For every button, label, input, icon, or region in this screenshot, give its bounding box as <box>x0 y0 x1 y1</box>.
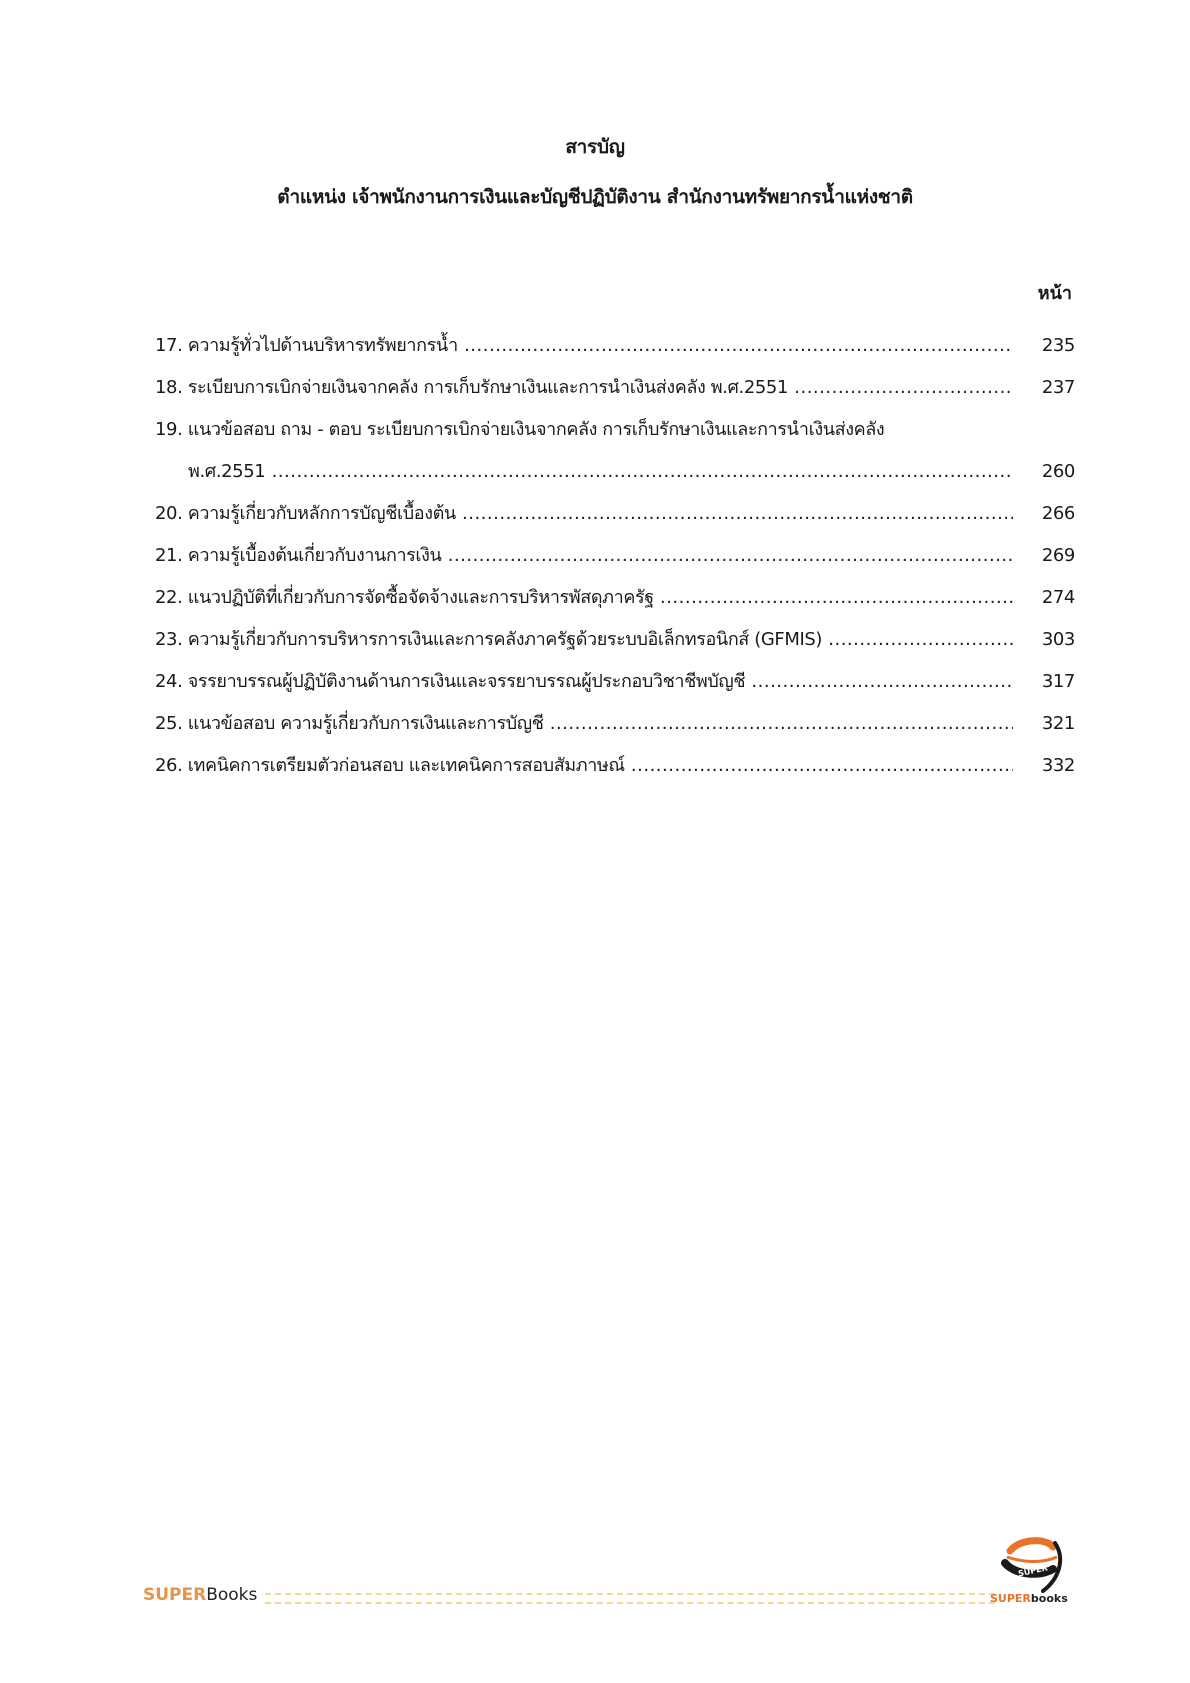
toc-entry-title: 21. ความรู้เบื้องต้นเกี่ยวกับงานการเงิน ..... <box>155 535 1013 577</box>
toc-entry[interactable] <box>155 535 1075 577</box>
svg-text:SUPER: SUPER <box>1017 1563 1049 1579</box>
toc-entry-title: 17. ความรู้ทั่วไปด้านบริหารทรัพยากรน้ำ ..... <box>155 325 1013 367</box>
toc-entry-page: 303 <box>1041 629 1075 650</box>
toc-entry[interactable] <box>155 619 1075 661</box>
toc-entry-page: 321 <box>1041 713 1075 734</box>
page-title: สารบัญ <box>565 136 625 158</box>
toc-entry-page: 237 <box>1041 377 1075 398</box>
toc-entry-title: 20. ความรู้เกี่ยวกับหลักการบัญชีเบื้องต้น ..... <box>155 493 1013 535</box>
toc-entry-page: 332 <box>1041 755 1075 776</box>
toc-entry-title-continuation: พ.ศ.2551 ..... <box>188 451 1013 493</box>
toc-entry[interactable] <box>155 703 1075 745</box>
logo-wordmark: SUPERbooks <box>990 1592 1068 1605</box>
toc-entry-title: 24. จรรยาบรรณผู้ปฏิบัติงานด้านการเงินและจรรยาบรรณผู้ประกอบวิชาชีพบัญชี ..... <box>155 661 1013 703</box>
toc-entry-title: 25. แนวข้อสอบ ความรู้เกี่ยวกับการเงินและการบัญชี ..... <box>155 703 1013 745</box>
toc-entry[interactable] <box>155 325 1075 367</box>
toc-entry-title: 19. แนวข้อสอบ ถาม - ตอบ ระเบียบการเบิกจ่ายเงินจากคลัง การเก็บรักษาเงินและการนำเงินส่งคลัง <box>155 419 885 440</box>
page-column-label: หน้า <box>1037 283 1072 304</box>
toc-entry[interactable] <box>155 661 1075 703</box>
toc-entry-page: 260 <box>1041 461 1075 482</box>
toc-entry[interactable] <box>155 367 1075 409</box>
toc-entry-page: 317 <box>1041 671 1075 692</box>
toc-entry-page: 274 <box>1041 587 1075 608</box>
toc-entry-title: 23. ความรู้เกี่ยวกับการบริหารการเงินและการคลังภาครัฐด้วยระบบอิเล็กทรอนิกส์ (GFMIS) ..... <box>155 619 1013 661</box>
footer-brand-books: Books <box>206 1585 258 1605</box>
toc-entry[interactable] <box>155 493 1075 535</box>
page-subtitle: ตำแหน่ง เจ้าพนักงานการเงินและบัญชีปฏิบัติงาน สำนักงานทรัพยากรน้ำแห่งชาติ <box>277 186 913 208</box>
toc-entry-page: 269 <box>1041 545 1075 566</box>
toc-entry-page: 266 <box>1041 503 1075 524</box>
footer-divider <box>265 1593 995 1604</box>
toc-entry[interactable] <box>155 577 1075 619</box>
toc-entry-continuation[interactable] <box>155 451 1075 493</box>
table-of-contents <box>155 325 1075 787</box>
toc-entry[interactable] <box>155 745 1075 787</box>
toc-entry-page: 235 <box>1041 335 1075 356</box>
toc-entry-title: 18. ระเบียบการเบิกจ่ายเงินจากคลัง การเก็บรักษาเงินและการนำเงินส่งคลัง พ.ศ.2551 ..... <box>155 367 1013 409</box>
footer-brand-super: SUPER <box>143 1585 207 1605</box>
toc-entry-title: 26. เทคนิคการเตรียมตัวก่อนสอบ และเทคนิคการสอบสัมภาษณ์ ..... <box>155 745 1013 787</box>
toc-entry[interactable] <box>155 409 1075 451</box>
toc-entry-title: 22. แนวปฏิบัติที่เกี่ยวกับการจัดซื้อจัดจ้างและการบริหารพัสดุภาครัฐ ..... <box>155 577 1013 619</box>
footer-brand <box>143 1585 257 1605</box>
